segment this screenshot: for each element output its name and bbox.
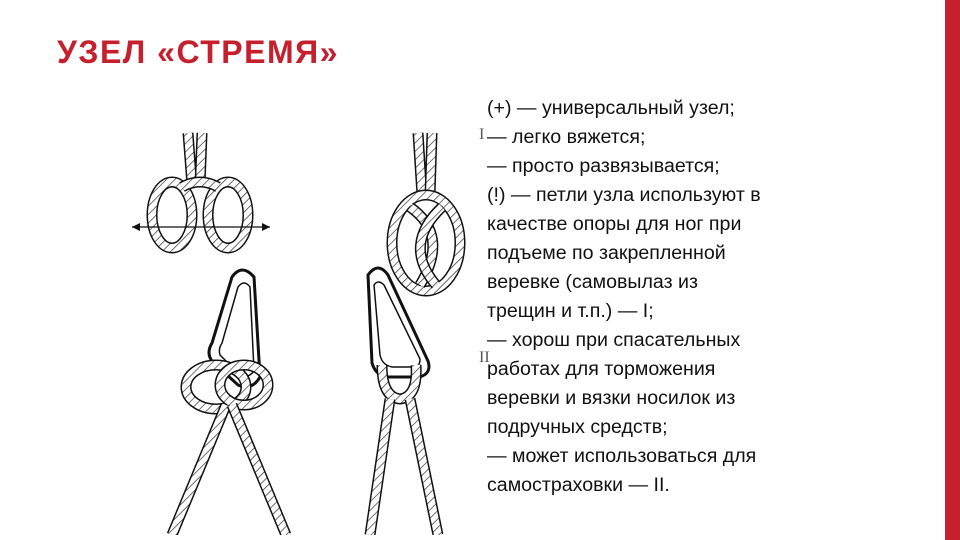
text-line: (+) — универсальный узел; [487, 97, 735, 119]
knot-diagram-top-right [392, 133, 460, 291]
carabiner-diagram-right [368, 268, 438, 535]
text-line: самостраховки — II. [487, 474, 670, 496]
knot-diagram-top-left [132, 133, 270, 248]
text-line: веревке (самовылаз из [487, 271, 698, 293]
body-text [487, 94, 847, 500]
text-line: работах для торможения [487, 358, 716, 380]
text-line: — хорош при спасательных [487, 329, 741, 351]
accent-bar [945, 0, 960, 540]
text-line: — легко вяжется; [487, 126, 646, 148]
knot-illustration [120, 115, 480, 535]
carabiner-diagram-left [172, 270, 286, 535]
text-line: подъеме по закрепленной [487, 242, 726, 264]
text-line: трещин и т.п.) — I; [487, 300, 654, 322]
text-line: подручных средств; [487, 416, 668, 438]
text-line: веревки и вязки носилок из [487, 387, 736, 409]
text-line: (!) — петли узла используют в [487, 184, 761, 206]
slide-title: УЗЕЛ «СТРЕМЯ» [57, 34, 339, 70]
marker-roman-one: I [479, 126, 485, 143]
text-line: качестве опоры для ног при [487, 213, 742, 235]
marker-roman-two: II [479, 349, 490, 366]
text-line: — просто развязывается; [487, 155, 720, 177]
text-line: — может использоваться для [487, 445, 757, 467]
